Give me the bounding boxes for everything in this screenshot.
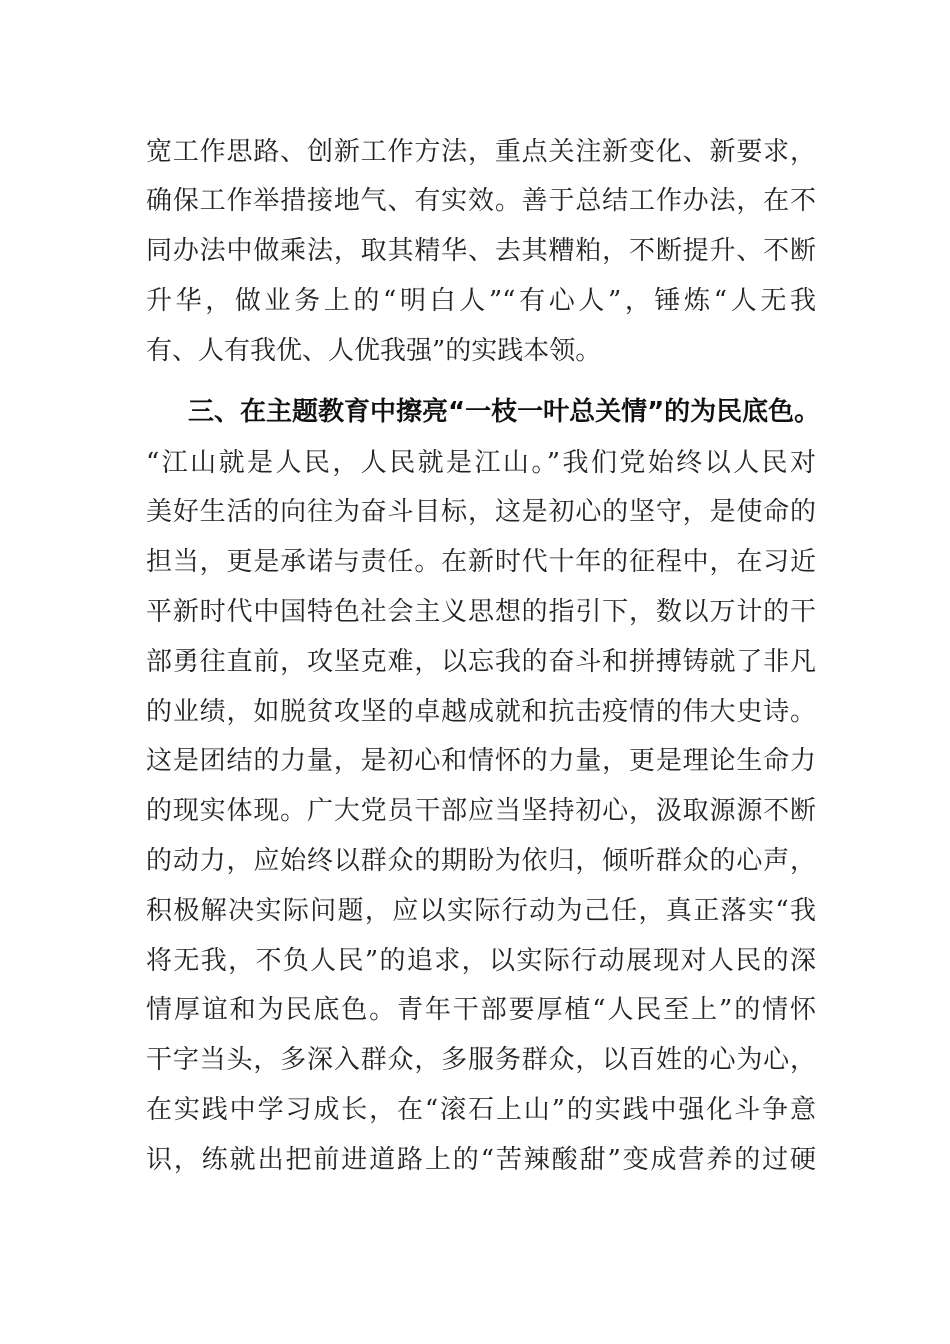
text-line: 将无我，不负人民”的追求，以实际行动展现对人民的深	[146, 946, 816, 976]
text-line: 积极解决实际问题，应以实际行动为己任，真正落实“我	[146, 896, 816, 926]
text-line: 平新时代中国特色社会主义思想的指引下，数以万计的干	[146, 597, 816, 627]
text-line: 有、人有我优、人优我强”的实践本领。	[146, 336, 602, 366]
text-line: 的动力，应始终以群众的期盼为依归，倾听群众的心声，	[146, 846, 816, 876]
text-line: 部勇往直前，攻坚克难，以忘我的奋斗和拼搏铸就了非凡	[146, 647, 816, 677]
text-line: 干字当头，多深入群众，多服务群众，以百姓的心为心，	[146, 1045, 816, 1075]
text-line: 这是团结的力量，是初心和情怀的力量，更是理论生命力	[146, 746, 816, 776]
text-line: 识，练就出把前进道路上的“苦辣酸甜”变成营养的过硬	[146, 1145, 816, 1175]
text-line: 情厚谊和为民底色。青年干部要厚植“人民至上”的情怀	[146, 995, 816, 1025]
text-line: 同办法中做乘法，取其精华、去其糟粕，不断提升、不断	[146, 236, 816, 266]
text-line: 确保工作举措接地气、有实效。善于总结工作办法，在不	[146, 186, 816, 216]
text-line: 在实践中学习成长，在“滚石上山”的实践中强化斗争意	[146, 1095, 816, 1125]
text-line: 宽工作思路、创新工作方法，重点关注新变化、新要求，	[146, 137, 816, 167]
text-line: 美好生活的向往为奋斗目标，这是初心的坚守，是使命的	[146, 497, 816, 527]
text-line: 担当，更是承诺与责任。在新时代十年的征程中，在习近	[146, 547, 816, 577]
text-line: “江山就是人民，人民就是江山。”我们党始终以人民对	[146, 448, 816, 478]
section-heading: 三、在主题教育中擦亮“一枝一叶总关情”的为民底色。	[188, 397, 821, 427]
text-line: 的业绩，如脱贫攻坚的卓越成就和抗击疫情的伟大史诗。	[146, 697, 816, 727]
text-line: 的现实体现。广大党员干部应当坚持初心，汲取源源不断	[146, 796, 816, 826]
text-line: 升华，做业务上的“明白人”“有心人”，锤炼“人无我	[146, 286, 816, 316]
